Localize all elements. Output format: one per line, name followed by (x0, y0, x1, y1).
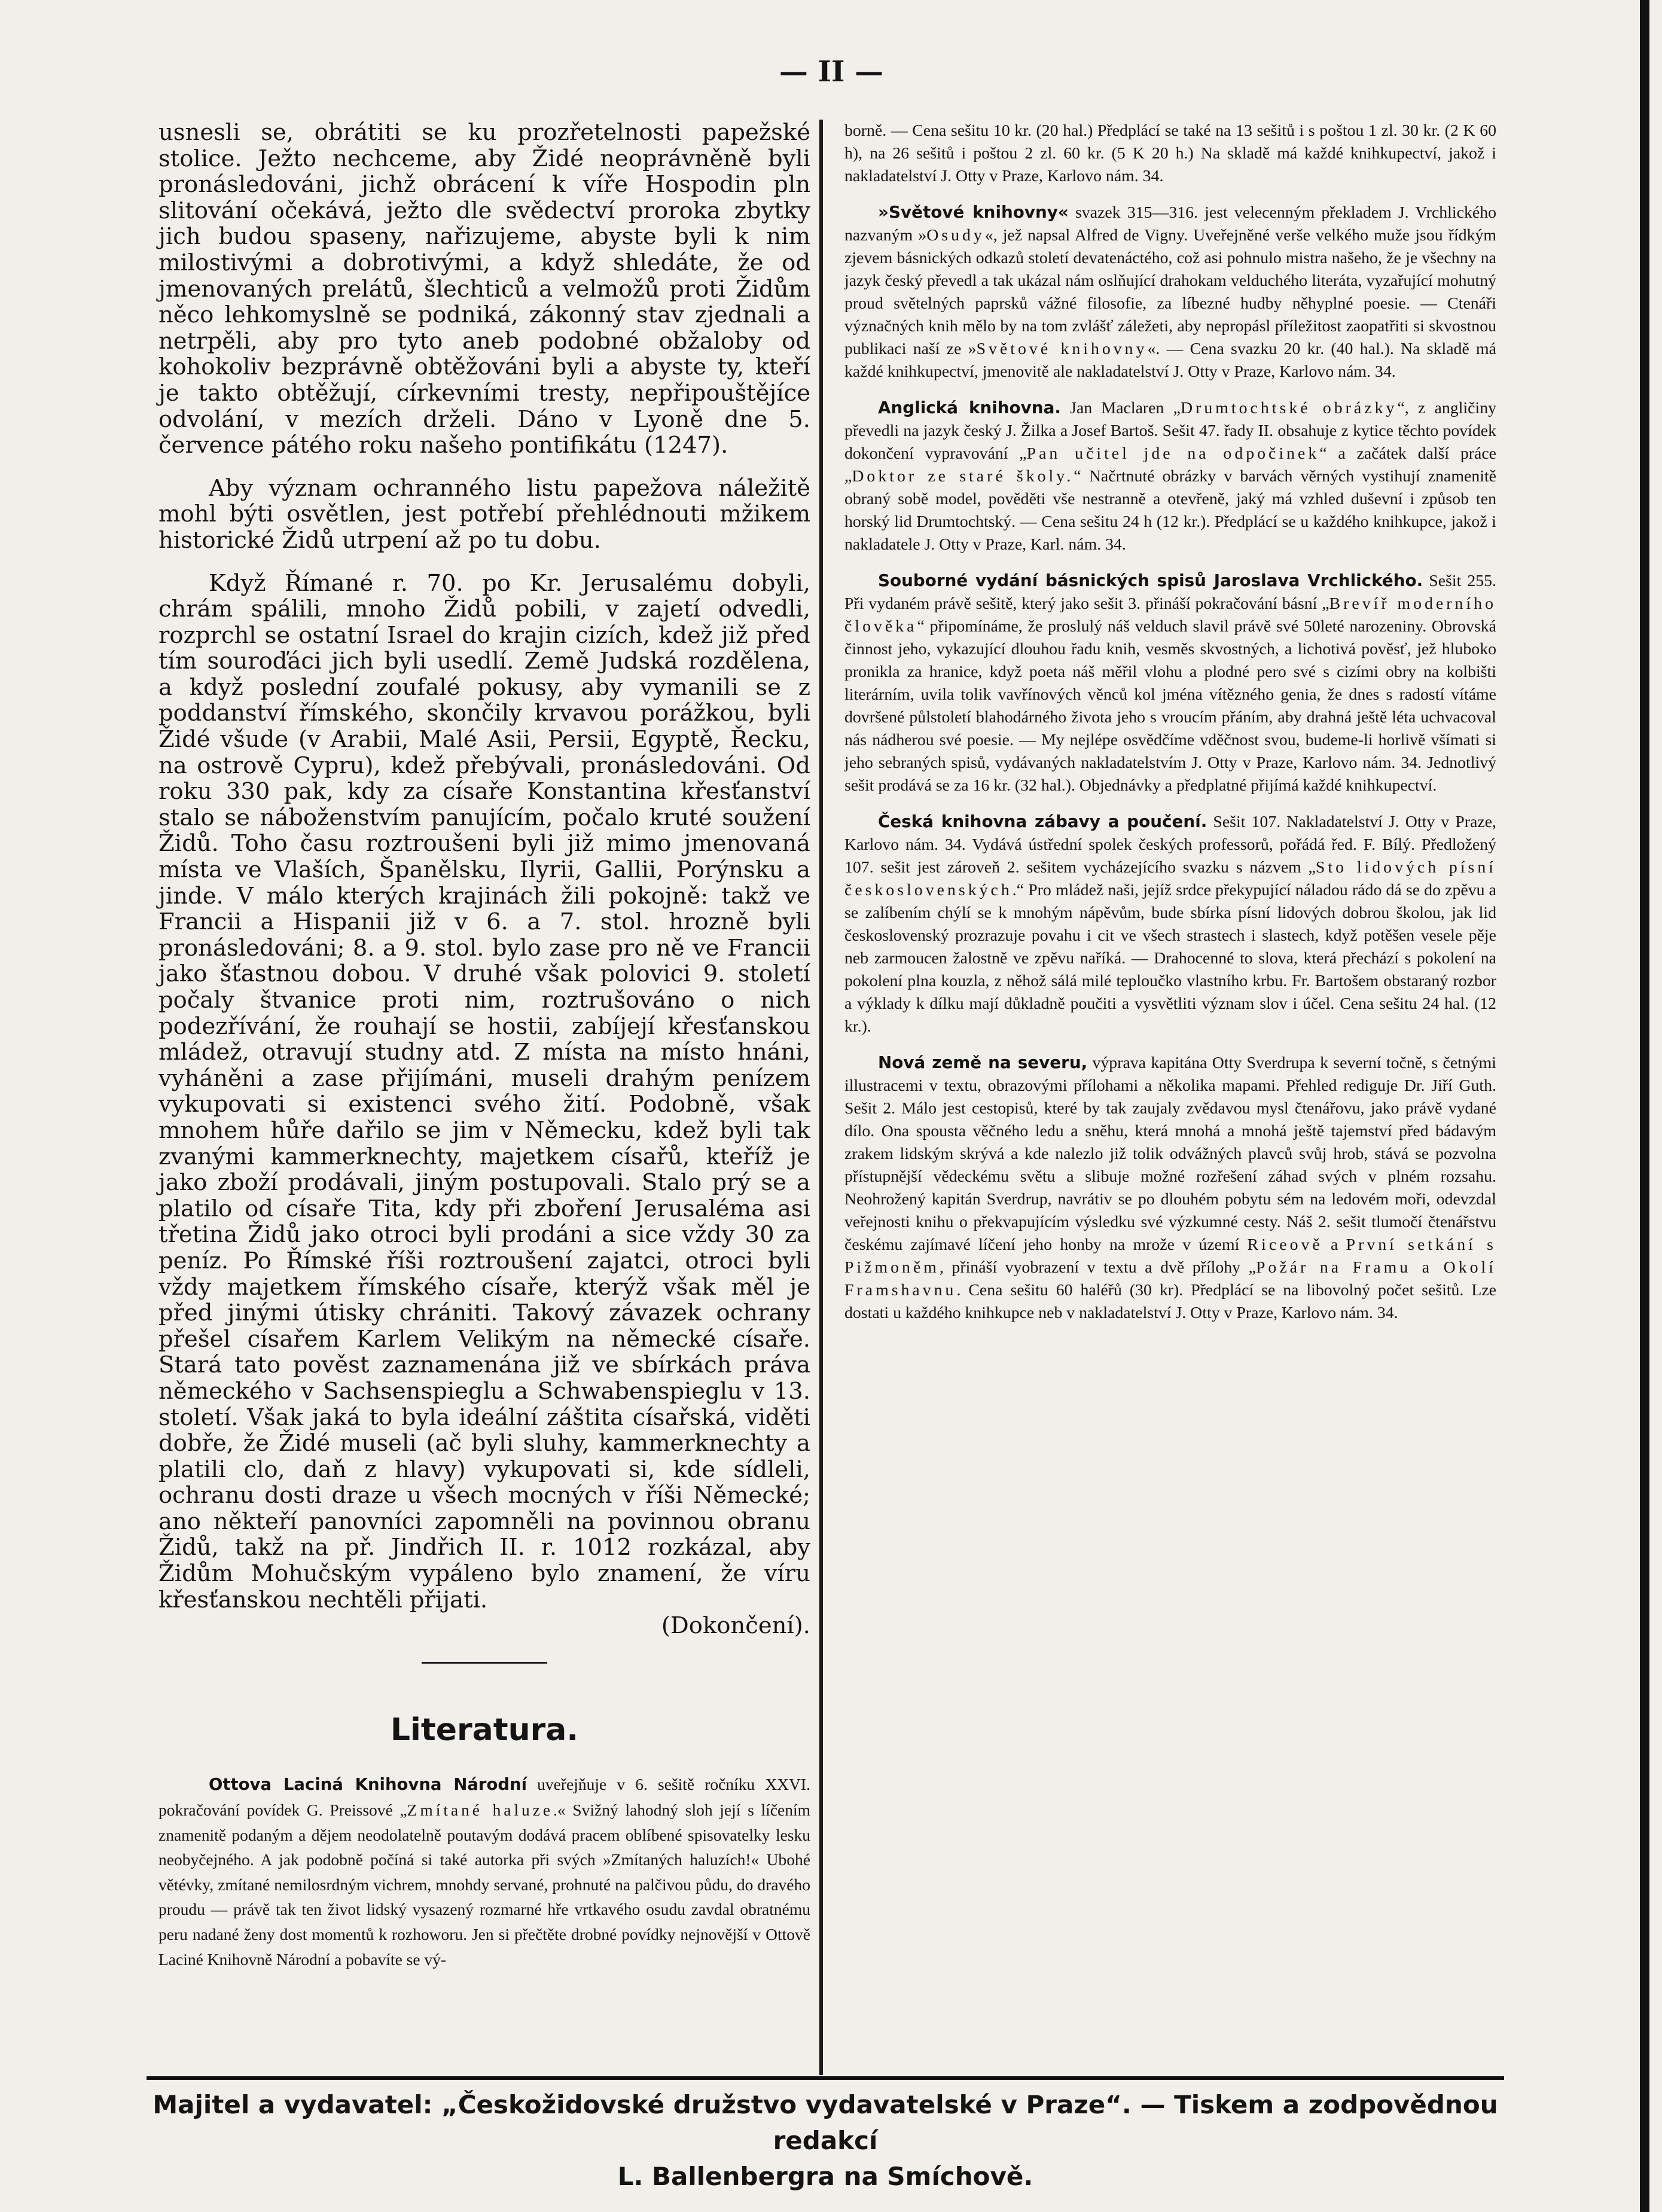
page-edge-bar (1640, 0, 1649, 2212)
imprint-footer (147, 2087, 1504, 2195)
book-title: Riceově (1247, 1235, 1323, 1254)
entry-text: , přináší vyobrazení v textu a dvě přílohy „ (939, 1258, 1256, 1277)
book-title: Drumtochtské obrázky (1181, 399, 1398, 417)
entry-text: .« Svižný lahodný sloh její s líčením znamenitě podaným a dějem neodolatelně poutavým dodává pracem oblíbené spisovatelky lesku neobyčejného. A jak podobně počíná si také autorka při svých »Zmítaných haluzích!« Ubohé větévky, zmítané nemilosrdným vichrem, mnohdy servané, prohnuté na palčivou půdu, do dravého proudu — právě tak ten život lidský vysazený rozmarné hře vrtkavého osudu zavdal obratnému peru nadané ženy dost momentů k rozhoworu. Jen si přečtěte drobné povídky nejnovější v Ottově Laciné Knihovně Národní a pobavíte se vý- (158, 1801, 810, 1969)
entry-heading: »Světové knihovny« (878, 202, 1069, 222)
entry-heading: Souborné vydání básnických spisů Jaroslava Vrchlického. (878, 570, 1423, 590)
entry-text: “, z angličiny převedli na jazyk český J. Žilka a Josef Bartoš. Sešit 47. řady II. obsahuje z kytice těchto povídek dokončení vypravování „ (844, 399, 1496, 463)
book-title: První setkání s Pižmoněm (844, 1235, 1497, 1277)
entry-svetova-knihovna (844, 201, 1496, 383)
entry-text: .“ Pro mládež naši, jejíž srdce překypující náladou rádo dá se do zpěvu a se zalíbením chýlí se k mnohým nápěvům, bude sbírka písní lidových dobrou školou, jak lid československý prozrazuje povahu i cit ve všech strastech i slastech, když potěšen vesele pěje neb zarmoucen žalostně ve zpěvu naříká. — Drahocenné to slova, která přechází s pokolení na pokolení plna kouzla, z něhož sálá milé teploučko vlastního krbu. Fr. Bartošem obstaraný rozbor a výklady k dílku mají důkladně poučiti a vysvětliti význam slov i účel. Cena sešitu 24 hal. (12 kr.). (844, 881, 1496, 1036)
left-paragraph-2: Aby význam ochranného listu papežova náležitě mohl býti osvětlen, jest potřebí přehlédnouti mžikem historické Židů utrpení až po tu dobu. (158, 474, 810, 554)
entry-text: Sešit 255. Při vydaném právě sešitě, který jako sešit 3. přináší pokračování básní „ (844, 572, 1496, 613)
entry-heading: Ottova Laciná Knihovna Národní (209, 1775, 527, 1795)
left-paragraph-3: Když Římané r. 70. po Kr. Jerusalému dobyli, chrám spálili, mnoho Židů pobili, v zajetí odvedli, rozprchl se ostatní Israel do krajin cizích, kdež již před tím souroďáci jich byli usedlí. Země Judská rozdělena, a když poslední zoufalé pokusy, aby vymanili se z poddanství římského, skončily krvavou porážkou, byli Židé všude (v Arabii, Malé Asii, Persii, Egyptě, Řecku, na ostrově Cypru), kdež přebývali, pronásledováni. Od roku 330 pak, kdy za císaře Konstantina křesťanství stalo se náboženstvím panujícím, počalo kruté soužení Židů. Toho času roztroušeni byli již mimo jmenovaná místa ve Vlaších, Španělsku, Ilyrii, Gallii, Porýnsku a jinde. V málo kterých krajinách žili pokojně: takž ve Francii a Hispanii již v 6. a 7. stol. hrozně byli pronásledováni; 8. a 9. stol. bylo zase pro ně ve Francii jako šťastnou dobou. V druhé však polovici 9. století počaly štvanice proti nim, roztrušováno o nich podezřívání, že rouhají se hostii, zabíjejí křesťanskou mládež, otravují studny atd. Z místa na místo hnáni, vyháněni a zase přijímáni, museli drahým penízem vykupovati si existenci svého žití. Podobně, však mnohem hůře dařilo se jim v Německu, kdež byli tak zvanými kammerknechty, majetkem císařů, kteříž je jako zboží prodávali, jiným postupovali. Stalo prý se a platilo od císaře Tita, kdy při zboření Jerusaléma asi třetina Židů jako otroci byli prodáni a sice vždy 30 za peníz. Po Římské říši roztroušení zajatci, otroci byli vždy majetkem římského císaře, kterýž však měl je před jinými útisky chrániti. Takový závazek ochrany přešel císařem Karlem Velikým na německé císaře. Stará tato pověst zaznamenána již ve sbírkách práva německého v Sachsenspieglu a Schwabenspieglu v 13. století. Však jaká to byla ideální záštita císařská, viděti dobře, že Židé museli (ač byli sluhy, kammerknechty a platili clo, daň z hlavy) vykupovati si, kde sídleli, ochranu dosti draze u všech mocných v říši Německé; ano někteří panovníci zapomněli na povinnou obranu Židů, takž na př. Jindřich II. r. 1012 rozkázal, aby Židům Mohučským vypáleno bylo znamení, že víru křesťanskou nechtěli přijati. (158, 569, 810, 1613)
entry-text: uveřejňuje v 6. sešitě ročníku XXVI. pokračování povídek G. Preissové „ (158, 1775, 810, 1820)
entry-heading: Anglická knihovna. (878, 398, 1061, 417)
book-title: Osudy (926, 226, 985, 245)
book-title: Světové knihovny (976, 340, 1148, 358)
entry-text: a (1322, 1235, 1346, 1254)
literature-entry-ottova (158, 1772, 810, 1972)
entry-text: Jan Maclaren „ (1060, 399, 1181, 417)
continuation-note: (Dokončení). (661, 1612, 810, 1640)
entry-anglicka-knihovna (844, 396, 1496, 556)
right-paragraph-continued: borně. — Cena sešitu 10 kr. (20 hal.) Předplácí se také na 13 sešitů i s poštou 1 zl. 30 kr. (2 K 60 h), na 26 sešitů i poštou 2 zl. 60 kr. (5 K 20 h.) Na skladě má každé knihkupectví, jakož i nakladatelství J. Otty v Praze, Karlovo nám. 34. (844, 121, 1496, 185)
column-divider (819, 120, 823, 2075)
entry-text: “ Načrtnuté obrázky v barvách věrných vystihují znamenitě obraný sobě model, pověděti vše nestranně a otevřeně, jaký má vzhled duševní i způsob ten horský lid Drumtochtský. — Cena sešitu 24 h (12 kr.). Předplácí se u každého knihkupce, jakož i nakladatele J. Otty v Praze, Karl. nám. 34. (844, 467, 1497, 554)
left-paragraph-1: usnesli se, obrátiti se ku prozřetelnosti papežské stolice. Ježto nechceme, aby Židé neoprávněně byli pronásledováni, jichž obrácení k víře Hospodin pln slitování očekává, ježto dle svědectví proroka zbytky jich budou spaseny, nařizujeme, abyste byli k nim milostivými a dobrotivými, a když shledáte, že od jmenovaných prelátů, šlechticů a velmožů proti Židům něco lehkomyslně se podniká, zákonný stav zjednali a netrpěli, aby pro tyto aneb podobné obžaloby od kohokoliv bezprávně obtěžováni byli a abyste ty, kteří je takto obtěžují, církevními tresty, nepřipouštějíce odvolání, v mezích drželi. Dáno v Lyoně dne 5. července pátého roku našeho pontifikátu (1247). (158, 119, 810, 459)
imprint-line-2: L. Ballenbergra na Smíchově. (617, 2162, 1033, 2191)
entry-text: Sešit 107. Nakladatelství J. Otty v Praze, Karlovo nám. 34. Vydává ústřední spolek českých professorů, pořádá řed. F. Bílý. Předložený 107. sešit jest zároveň 2. sešitem vycházejícího svazku s názvem „ (844, 813, 1496, 877)
imprint-line-1: Majitel a vydavatel: „Českožidovské družstvo vydavatelské v Praze“. — Tiskem a zodpovědnou redakcí (153, 2090, 1498, 2155)
book-title: Sto lidových písní československých (844, 858, 1496, 899)
entry-text: “ připomínáme, že proslulý náš velduch slavil právě své 50leté narozeniny. Obrovská činnost jeho, vykazující dlouhou řadu knih, vesměs skvostných, a lichotivá pověsť, jež hluboko pronikla za hranice, když poeta náš měřil vlohu a plodné pero své s cizími obry na kolbišti literárním, uvila tolik vavřínových věnců kol jména vítězného genia, že dnes s radostí vítáme dovršené půlstoletí blahodárného života jeho s vroucím přáním, aby drahná ještě léta uchvacoval nás nádherou své poesie. — My nejlépe osvědčíme vděčnost svou, budeme-li horlivě všímati si jeho sebraných spisů, vydávaných nakladatelstvím J. Otty v Praze, Karlovo nám. 34. Jednotlivý sešit prodává se za 16 kr. (32 hal.). Objednávky a předplatné přijímá každé knihkupectví. (844, 617, 1496, 795)
section-rule (422, 1662, 547, 1664)
entry-heading: Nová země na severu, (878, 1052, 1088, 1072)
book-title: Zmítané haluze (407, 1801, 554, 1820)
left-column (158, 120, 810, 1972)
entry-text: svazek 315—316. jest velecenným překladem J. Vrchlického nazvaným » (844, 203, 1496, 245)
entry-text: výprava kapitána Otty Sverdrupa k severní točně, s četnými illustracemi v textu, obrazovými přílohami a několika mapami. Přehled rediguje Dr. Jiří Guth. Sešit 2. Málo jest cestopisů, které by tak zaujaly zvědavou mysl čtenářovu, jako právě vydané dílo. Ona spousta věčného ledu a sněhu, která mnohá a mnohá ještě tajemství před bádavým zrakem lidským skrývá a kde nalezlo již tolik odvážných plavců svůj hrob, stává se pozvolna přístupnější vědeckému světu a slibuje možné rozřešení záhad svých v plném rozsahu. Neohrožený kapitán Sverdrup, navrátiv se po dlouhém pobytu sém na ledovém moři, odevzdal veřejnosti knihu o překvapujícím výsledku své výzkumné cesty. Náš 2. sešit tlumočí čtenářstvu českému zajímavé líčení jeho honby na mrože v území (844, 1054, 1496, 1254)
footer-rule (147, 2076, 1504, 2080)
entry-nova-zeme (844, 1051, 1496, 1325)
book-title: Doktor ze staré školy. (852, 467, 1074, 486)
entry-ceska-knihovna (844, 810, 1496, 1038)
entry-text: «, jež napsal Alfred de Vigny. Uveřejněné verše velkého muže jsou řídkým zjevem básnických odkazů století devatenáctého, což asi pohnulo mistra našeho, že je všechny na jazyk český převedl a tak ukázal nám oslňující drahokam velduchého literáta, vyzařující mohutný proud světelných paprsků vážné filosofie, za líbezné hudby něhyplné poesie. — Ctenáři význačných knih mělo by na tom zvlášť záležeti, aby nepropásl příležitost zaopatřiti si skvostnou publikaci naší ze » (844, 226, 1496, 358)
page-number: — II — (779, 55, 884, 89)
entry-text: “ a začátek další práce „ (844, 444, 1497, 486)
entry-text: . Cena sešitu 60 haléřů (30 kr). Předplácí se na libovolný počet sešitů. Lze dostati u každého knihkupce neb v nakladatelství J. Otty v Praze, Karlovo nám. 34. (844, 1281, 1496, 1322)
entry-vrchlicky (844, 569, 1496, 797)
literature-heading: Literatura. (390, 1711, 579, 1748)
entry-text: «. — Cena svazku 20 kr. (40 hal.). Na skladě má každé knihkupectví, jmenovitě ale nakladatelství J. Otty v Praze, Karlovo nám. 34. (844, 340, 1497, 381)
entry-heading: Česká knihovna zábavy a poučení. (878, 811, 1207, 831)
book-title: Brevíř moderního člověka (844, 594, 1496, 636)
book-title: Pan učitel jde na odpočinek (1026, 444, 1320, 463)
book-title: Požár na Framu a Okolí Framshavnu (844, 1258, 1496, 1299)
right-column (844, 120, 1496, 1325)
